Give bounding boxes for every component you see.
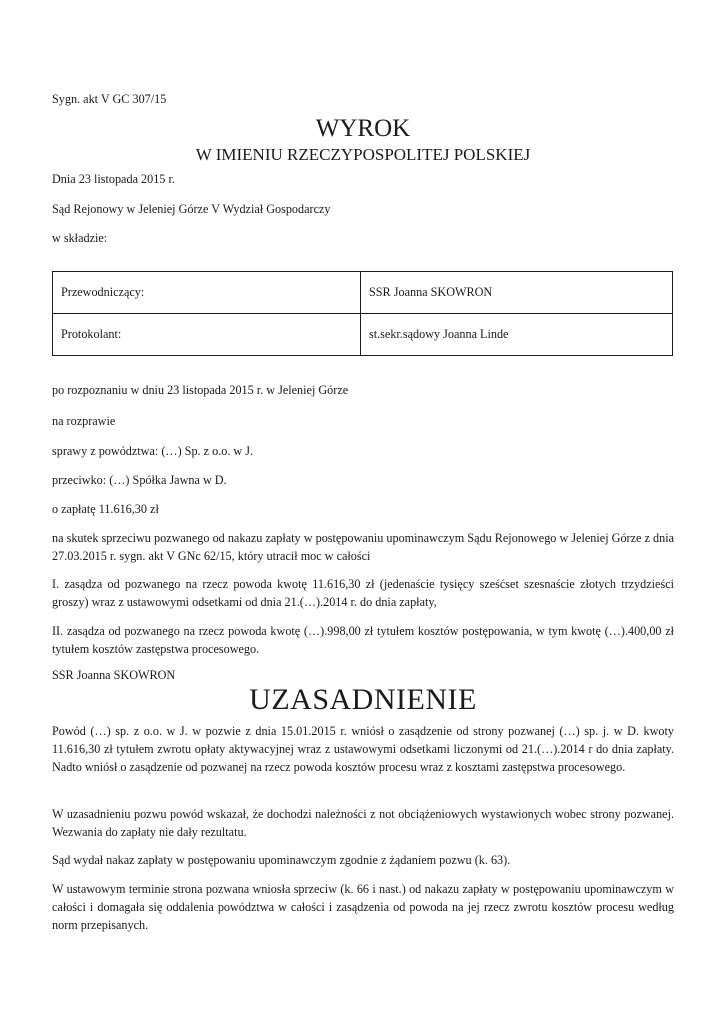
- verdict-point-2: II. zasądza od pozwanego na rzecz powoda kwotę (…).998,00 zł tytułem kosztów postępowania, w tym kwotę (…).400,00 zł tytułem kosztów zastępstwa procesowego.: [52, 624, 674, 656]
- composition-row: [53, 272, 673, 314]
- verdict-title: WYROK: [315, 115, 411, 142]
- role-cell: Przewodniczący:: [53, 272, 361, 314]
- verdict-subtitle: W IMIENIU RZECZYPOSPOLITEJ POLSKIEJ: [195, 145, 531, 164]
- justification-paragraph: W ustawowym terminie strona pozwana wniosła sprzeciw (k. 66 i nast.) od nakazu zapłaty w postępowaniu upominawczym w całości i domagała się oddalenia powództwa w całości i zasądzenia od powoda na jej rzecz zwrotu kosztów procesu według norm przepisanych.: [52, 882, 674, 932]
- composition-table: [52, 271, 673, 356]
- person-cell: SSR Joanna SKOWRON: [361, 272, 673, 314]
- hearing-line: na rozprawie: [52, 414, 116, 428]
- plaintiff-line: sprawy z powództwa: (…) Sp. z o.o. w J.: [52, 444, 254, 458]
- verdict-point-1: I. zasądza od pozwanego na rzecz powoda kwotę 11.616,30 zł (jedenaście tysięcy sześćset szesnaście złotych trzydzieści groszy) wraz z ustawowymi odsetkami od dnia 21.(…).2014 r. do dnia zapłaty,: [52, 577, 674, 609]
- court-name: Sąd Rejonowy w Jeleniej Górze V Wydział Gospodarczy: [52, 202, 331, 216]
- person-cell: st.sekr.sądowy Joanna Linde: [361, 314, 673, 356]
- subject-line: o zapłatę 11.616,30 zł: [52, 502, 159, 516]
- verdict-date: Dnia 23 listopada 2015 r.: [52, 172, 175, 186]
- justification-title: UZASADNIENIE: [249, 683, 477, 716]
- composition-label: w składzie:: [52, 231, 108, 245]
- judge-signature: SSR Joanna SKOWRON: [52, 668, 176, 682]
- case-number: Sygn. akt V GC 307/15: [52, 92, 167, 106]
- justification-paragraph: Sąd wydał nakaz zapłaty w postępowaniu upominawczym zgodnie z żądaniem pozwu (k. 63).: [52, 853, 511, 867]
- justification-paragraph: W uzasadnieniu pozwu powód wskazał, że dochodzi należności z not obciążeniowych wystawionych wobec strony pozwanej. Wezwania do zapłaty nie dały rezultatu.: [52, 807, 674, 839]
- role-cell: Protokolant:: [53, 314, 361, 356]
- composition-row: [53, 314, 673, 356]
- objection-paragraph: na skutek sprzeciwu pozwanego od nakazu zapłaty w postępowaniu upominawczym Sądu Rejonowego w Jeleniej Górze z dnia 27.03.2015 r. sygn. akt V GNc 62/15, który utracił moc w całości: [52, 531, 674, 563]
- examined-line: po rozpoznaniu w dniu 23 listopada 2015 r. w Jeleniej Górze: [52, 383, 349, 397]
- defendant-line: przeciwko: (…) Spółka Jawna w D.: [52, 473, 227, 487]
- justification-paragraph: Powód (…) sp. z o.o. w J. w pozwie z dnia 15.01.2015 r. wniósł o zasądzenie od strony pozwanej (…) sp. j. w D. kwoty 11.616,30 zł tytułem zwrotu opłaty aktywacyjnej wraz z ustawowymi odsetkami liczonymi od 21.(…).2014 r do dnia zapłaty. Nadto wniósł o zasądzenie od pozwanej na rzecz powoda kosztów procesu wraz z kosztami zastępstwa procesowego.: [52, 724, 674, 774]
